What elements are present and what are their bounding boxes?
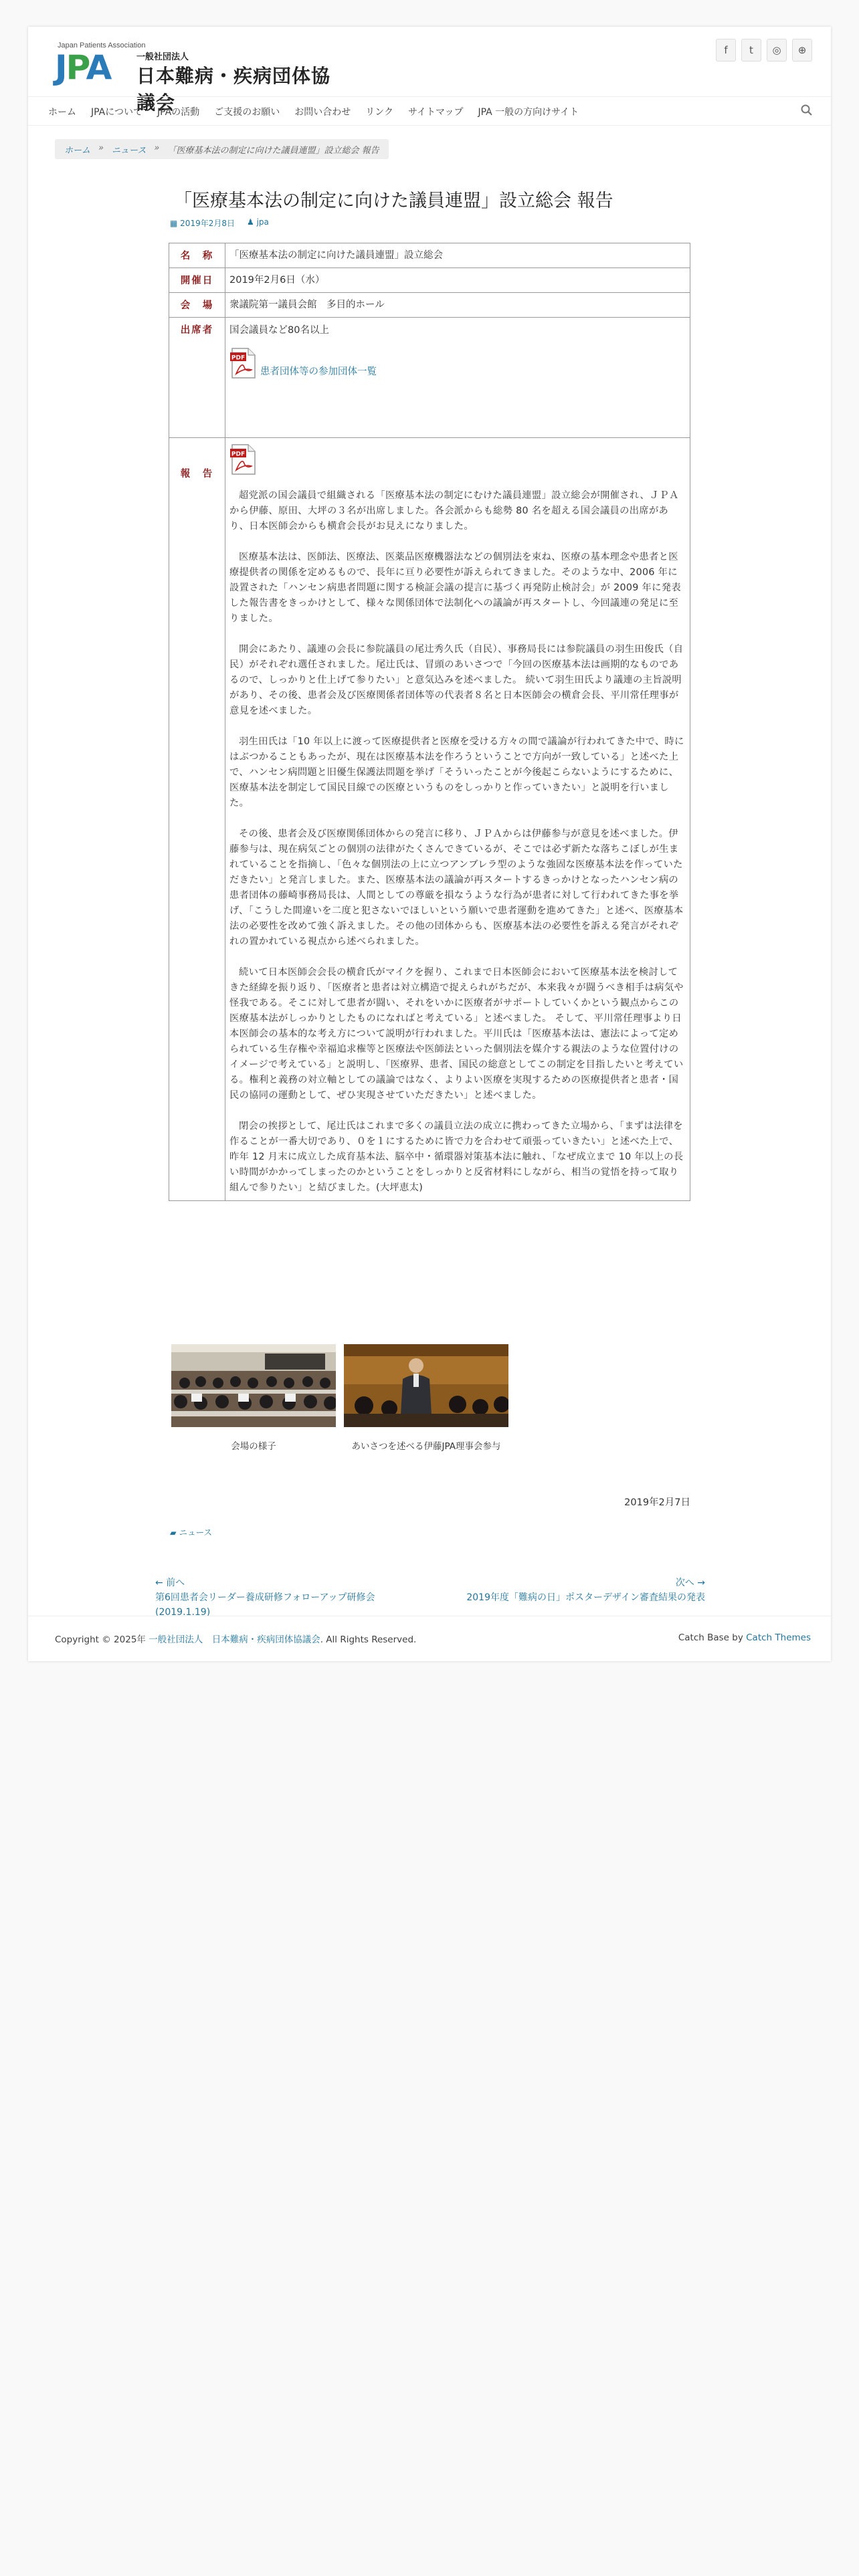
folder-icon: ▰: [170, 1527, 177, 1537]
pdf-icon: [229, 347, 256, 379]
report-paragraph: その後、患者会及び医療関係団体からの発言に移り、ＪＰＡからは伊藤参与が意見を述べました。伊藤参与は、現在病気ごとの個別の法律がたくさんできているが、そこでは必ず新たな落ちこぼしが生まれていることを指摘し、「色々な個別法の上に立つアンブレラ型のような強固な医療基本法を作っていただきたい」と発言しました。また、医療基本法の議論が再スタートするきっかけとなったハンセン病の患者団体の藤崎事務局長は、人間としての尊厳を損なうような行為が患者に対して行われてきた事を挙げ、「こうした間違いを二度と犯さないでほしいという願いで患者運動を進めてきた」と述べ、医療基本法の必要性を改めて強く訴えました。その他の団体からも、医療基本法の必要性を訴える発言がそれぞれの置かれている視点から述べられました。: [229, 829, 684, 947]
report-paragraph: 羽生田氏は「10 年以上に渡って医療提供者と医療を受ける方々の間で議論が行われてきた中で、時にはぶつかることもあったが、現在は医療基本法を作ろうということで方向が一致している」と述べた上で、ハンセン病問題と旧優生保護法問題を挙げ「そういったことが今後起こらないようにするために、医療基本法を制定して国民目線での医療というものをしっかりと作っていきたい」と説明を行いました。: [229, 736, 684, 809]
website-icon[interactable]: ⊕: [792, 39, 812, 62]
nav-item-sitemap[interactable]: サイトマップ: [407, 107, 464, 118]
nav-item-support[interactable]: ご支援のお願い: [214, 107, 280, 118]
footer-site-link[interactable]: 一般社団法人 日本難病・疾病団体協議会: [149, 1634, 320, 1645]
author-link[interactable]: ♟ jpa: [246, 217, 269, 227]
row-value: 衆議院第一議員会館 多目的ホール: [225, 293, 690, 318]
row-value: [225, 318, 690, 438]
site-footer: [28, 1616, 831, 1661]
row-value: 2019年2月6日（水）: [225, 268, 690, 293]
entry-meta: [170, 217, 269, 229]
table-row: [169, 438, 690, 1201]
svg-text:PDF: PDF: [231, 354, 246, 362]
table-row: [169, 243, 690, 268]
pdf-icon: [229, 443, 256, 475]
nav-item-contact[interactable]: お問い合わせ: [294, 107, 351, 118]
row-label: 名 称: [169, 243, 225, 268]
theme-credit-link[interactable]: Catch Themes: [746, 1632, 811, 1643]
copyright: Copyright © 2025年 一般社団法人 日本難病・疾病団体協議会. All Rights Reserved.: [55, 1634, 417, 1645]
page-title: 「医療基本法の制定に向けた議員連盟」設立総会 報告: [174, 191, 613, 211]
row-label: 開催日: [169, 268, 225, 293]
participant-list-link[interactable]: [229, 347, 686, 379]
row-label: 会 場: [169, 293, 225, 318]
gallery-photo-venue[interactable]: [171, 1417, 336, 1430]
post-category: [170, 1526, 212, 1538]
nav-item-home[interactable]: ホーム: [48, 107, 76, 118]
speaker-photo: [344, 1344, 508, 1427]
logo-mark: JPA: [55, 48, 111, 87]
twitter-icon[interactable]: t: [741, 39, 761, 62]
breadcrumb-news[interactable]: ニュース: [112, 146, 147, 156]
table-row: [169, 318, 690, 438]
search-icon[interactable]: [800, 104, 814, 117]
gallery-caption: 会場の様子: [231, 1441, 276, 1452]
report-paragraph: 開会にあたり、議連の会長に参院議員の尾辻秀久氏（自民）、事務局長には参院議員の羽生田俊氏（自民）がそれぞれ選任されました。尾辻氏は、冒頭のあいさつで「今回の医療基本法は画期的なものであるので、しっかりと仕上げて参りたい」と意気込みを述べました。 続いて羽生田氏より議連の主旨説明があり、その後、患者会及び医療関係者団体等の代表者８名と日本医師会の横倉会長、平川常任理事が意見を述べました。: [229, 644, 684, 716]
gallery-item: [171, 1344, 336, 1454]
facebook-icon[interactable]: f: [716, 39, 736, 62]
report-cell: [225, 438, 690, 1201]
event-info-table: [169, 243, 690, 1201]
logo-subtitle: 一般社団法人: [136, 52, 189, 62]
gallery-caption: あいさつを述べる伊藤JPA理事会参与: [351, 1441, 501, 1452]
report-paragraph: 閉会の挨拶として、尾辻氏はこれまで多くの議員立法の成立に携わってきた立場から、「まずは法律を作ることが一番大切であり、０を１にするために皆で力を合わせて頑張っていきたい」と述べた上で、昨年 12 月末に成立した成育基本法、脳卒中・循環器対策基本法に触れ、「なぜ成立まで 10 年以上の長い時間がかかってしまったのかということをしっかりと反省材料にしながら、相当の覚悟を持って取り組んで参りたい」と結びました。(大坪恵太): [229, 1121, 684, 1193]
row-value: 「医療基本法の制定に向けた議員連盟」設立総会: [225, 243, 690, 268]
social-links: [716, 39, 812, 62]
nav-item-activities[interactable]: JPAの活動: [157, 107, 200, 118]
user-icon: ♟: [246, 217, 254, 227]
nav-item-links[interactable]: リンク: [365, 107, 393, 118]
next-label: 次へ →: [675, 1578, 705, 1588]
site-name: 日本難病・疾病団体協議会: [136, 65, 331, 114]
logo-english-name: Japan Patients Association: [58, 41, 146, 49]
row-label: 出席者: [169, 318, 225, 438]
gallery-item: [344, 1344, 508, 1454]
next-title: 2019年度「難病の日」ポスターデザイン審査結果の発表: [466, 1592, 705, 1603]
post-date-link[interactable]: ▦ 2019年2月8日: [170, 219, 235, 228]
instagram-icon[interactable]: ◎: [767, 39, 787, 62]
main-navigation: [28, 96, 831, 126]
report-paragraph: 超党派の国会議員で組織される「医療基本法の制定にむけた議員連盟」設立総会が開催され、ＪＰＡから伊藤、原田、大坪の３名が出席しました。各会派からも総勢 80 名を超える国会議員の出席があり、日本医師会からも横倉会長がお見えになりました。: [229, 490, 679, 532]
next-post-link[interactable]: [424, 1576, 705, 1605]
page-container: [28, 27, 831, 1661]
report-paragraph: 医療基本法は、医師法、医療法、医薬品医療機器法などの個別法を束ね、医療の基本理念や患者と医療提供者の関係を定めるもので、長年に亘り必要性が訴えられてきました。そのような中、2006 年に設置された「ハンセン病患者問題に関する検証会議の提言に基づく再発防止検討会」が 2009 年に発表した報告書をきっかけとして、様々な関係団体で法制化への議論が再スタートし、今回議連の発足に至りました。: [229, 552, 681, 624]
svg-text:PDF: PDF: [231, 451, 246, 458]
previous-post-link[interactable]: [155, 1576, 423, 1620]
breadcrumb-separator: »: [154, 143, 160, 153]
report-pdf-link[interactable]: [229, 443, 686, 480]
venue-photo: [171, 1344, 336, 1427]
breadcrumb-separator: »: [98, 143, 104, 153]
prev-label: ← 前へ: [155, 1578, 185, 1588]
prev-title: 第6回患者会リーダー養成研修フォローアップ研修会 (2019.1.19): [155, 1592, 375, 1618]
table-row: [169, 293, 690, 318]
photo-gallery: [171, 1344, 508, 1454]
attendee-count: 国会議員など80名以上: [229, 325, 329, 336]
breadcrumb: [55, 139, 389, 159]
theme-credit: Catch Base by Catch Themes: [678, 1632, 811, 1643]
table-row: [169, 268, 690, 293]
report-paragraph: 続いて日本医師会会長の横倉氏がマイクを握り、これまで日本医師会において医療基本法を検討してきた経緯を振り返り、「医療者と患者は対立構造で捉えられがちだが、本来我々が闘うべき相手は病気や怪我である。そこに対して患者が闘い、それをいかに医療者がサポートしていくかという観点からこの医療基本法がしっかりとしたものになればと考えている」と述べました。 そして、平川常任理事より日本医師会の基本的な考え方について説明が行われました。平川氏は「医療基本法は、憲法によって定められている生存権や幸福追求権等と医療法や医師法といった個別法を媒介する親法のような位置付けのイメージで考えている」と説明し、「医療界、患者、国民の総意としてこの制定を目指したいと考えている。権利と義務の対立軸としての議論ではなく、よりよい医療を実現するための医療提供者と患者・国民の協同の運動として、ぜひ実現させていただきたい」と述べました。: [229, 967, 684, 1101]
gallery-photo-speaker[interactable]: [344, 1417, 508, 1430]
nav-item-public-site[interactable]: JPA 一般の方向けサイト: [478, 107, 579, 118]
post-updated-date: 2019年2月7日: [624, 1497, 690, 1508]
participant-list-label: 患者団体等の参加団体一覧: [260, 366, 377, 377]
row-label: 報 告: [169, 438, 225, 1201]
category-link-news[interactable]: ニュース: [179, 1527, 212, 1537]
breadcrumb-current: 「医療基本法の制定に向けた議員連盟」設立総会 報告: [167, 146, 379, 156]
breadcrumb-home[interactable]: ホーム: [64, 146, 91, 156]
nav-item-about[interactable]: JPAについて: [91, 107, 142, 118]
calendar-icon: ▦: [170, 219, 178, 228]
